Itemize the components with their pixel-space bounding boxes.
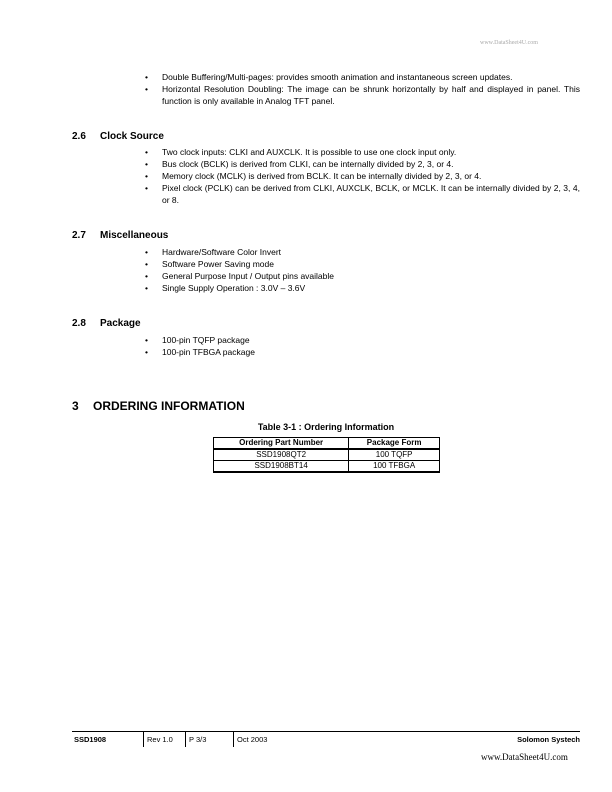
list-item: • Hardware/Software Color Invert [162,247,580,259]
chapter-number: 3 [72,399,79,413]
footer-page: P 3/3 [189,735,207,744]
table-caption: Table 3-1 : Ordering Information [257,422,395,432]
watermark-bottom: www.DataSheet4U.com [481,752,568,762]
footer-revision: Rev 1.0 [147,735,173,744]
list-item: • 100-pin TFBGA package [162,347,580,359]
section-number: 2.8 [72,318,86,329]
section-title-package: Package [100,318,141,329]
list-item: • Horizontal Resolution Doubling: The image can be shrunk horizontally by half and displayed in panel. This function is only available in Analog TFT panel. [162,84,580,107]
list-item: • Memory clock (MCLK) is derived from BCLK. It can be internally divided by 2, 3, or 4. [162,171,580,183]
column-header: Ordering Part Number [214,438,349,450]
list-item: • Double Buffering/Multi-pages: provides smooth animation and instantaneous screen updates. [162,72,580,84]
footer-separator [143,731,144,747]
section-title-clock-source: Clock Source [100,131,164,142]
table-cell: SSD1908BT14 [214,461,349,473]
table-cell: 100 TQFP [349,449,440,461]
footer-separator [233,731,234,747]
table-cell: 100 TFBGA [349,461,440,473]
section-number: 2.7 [72,230,86,241]
table-header-row [214,438,440,450]
list-item: • Pixel clock (PCLK) can be derived from CLKI, AUXCLK, BCLK, or MCLK. It can be internally divided by 2, 3, 4, or 8. [162,183,580,206]
section-title-miscellaneous: Miscellaneous [100,230,169,241]
table-cell: SSD1908QT2 [214,449,349,461]
list-item: • Bus clock (BCLK) is derived from CLKI, can be internally divided by 2, 3, or 4. [162,159,580,171]
footer-separator [185,731,186,747]
table-row [214,461,440,473]
list-item: • Software Power Saving mode [162,259,580,271]
list-item: • 100-pin TQFP package [162,335,580,347]
list-item: • Two clock inputs: CLKI and AUXCLK. It is possible to use one clock input only. [162,147,580,159]
column-header: Package Form [349,438,440,450]
section-number: 2.6 [72,131,86,142]
footer-date: Oct 2003 [237,735,268,744]
table-row [214,449,440,461]
list-item: • Single Supply Operation : 3.0V – 3.6V [162,283,580,295]
chapter-title: ORDERING INFORMATION [93,399,245,413]
footer-divider [72,731,580,732]
footer-company: Solomon Systech [517,735,580,744]
ordering-table [213,437,440,473]
watermark-top: www.DataSheet4U.com [480,40,538,46]
footer-part-number: SSD1908 [74,735,107,744]
list-item: • General Purpose Input / Output pins available [162,271,580,283]
